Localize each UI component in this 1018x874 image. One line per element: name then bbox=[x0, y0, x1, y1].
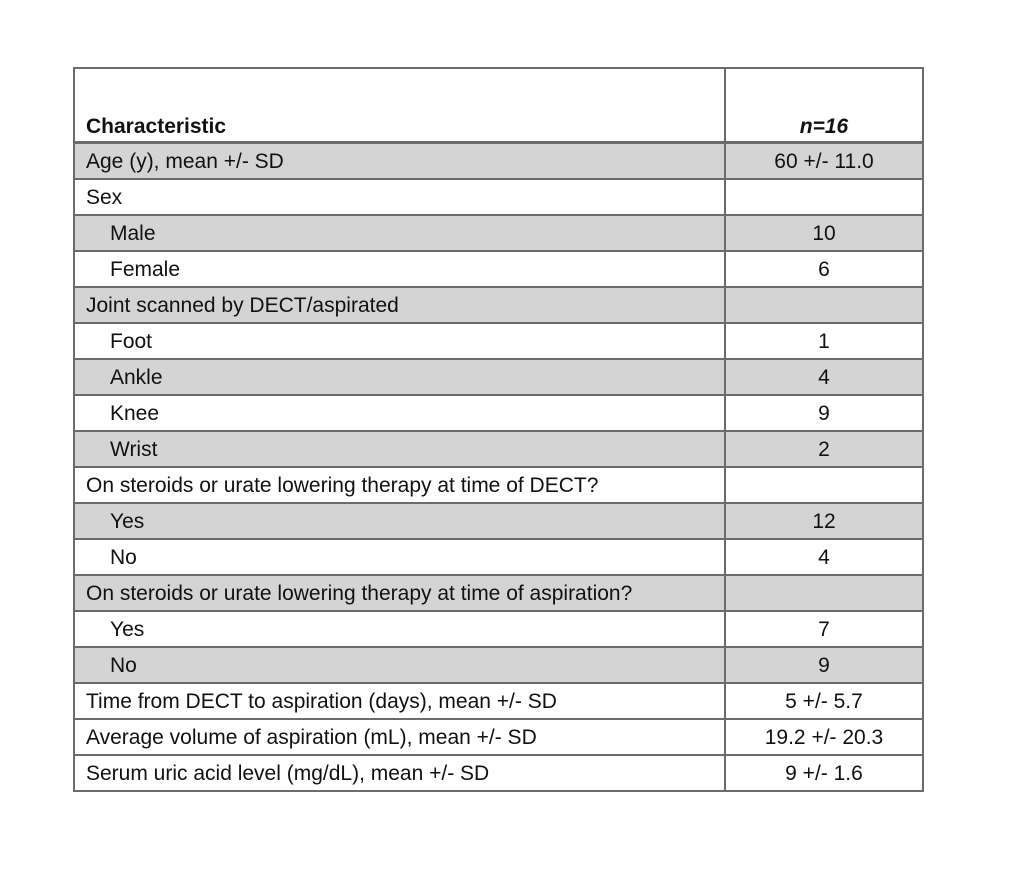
row-label: Joint scanned by DECT/aspirated bbox=[74, 287, 725, 323]
row-label: Wrist bbox=[74, 431, 725, 467]
table-row bbox=[74, 647, 923, 683]
row-value: 19.2 +/- 20.3 bbox=[725, 719, 923, 755]
row-value: 60 +/- 11.0 bbox=[725, 143, 923, 180]
table-row bbox=[74, 683, 923, 719]
row-label: On steroids or urate lowering therapy at time of DECT? bbox=[74, 467, 725, 503]
table-row bbox=[74, 431, 923, 467]
row-label: Foot bbox=[74, 323, 725, 359]
table-row bbox=[74, 539, 923, 575]
row-label: On steroids or urate lowering therapy at time of aspiration? bbox=[74, 575, 725, 611]
row-value bbox=[725, 575, 923, 611]
row-label: Knee bbox=[74, 395, 725, 431]
row-label: Ankle bbox=[74, 359, 725, 395]
characteristics-table bbox=[73, 67, 924, 792]
row-value: 5 +/- 5.7 bbox=[725, 683, 923, 719]
table-row bbox=[74, 359, 923, 395]
row-value bbox=[725, 287, 923, 323]
row-value: 6 bbox=[725, 251, 923, 287]
row-value: 10 bbox=[725, 215, 923, 251]
row-value bbox=[725, 179, 923, 215]
row-label: Female bbox=[74, 251, 725, 287]
table-row bbox=[74, 179, 923, 215]
table-row bbox=[74, 395, 923, 431]
row-label: No bbox=[74, 647, 725, 683]
row-value bbox=[725, 467, 923, 503]
row-label: Sex bbox=[74, 179, 725, 215]
header-characteristic: Characteristic bbox=[74, 68, 725, 143]
table-row bbox=[74, 575, 923, 611]
table-row bbox=[74, 215, 923, 251]
row-value: 1 bbox=[725, 323, 923, 359]
table-row bbox=[74, 143, 923, 180]
characteristics-table-container bbox=[73, 67, 922, 792]
table-row bbox=[74, 719, 923, 755]
row-label: Time from DECT to aspiration (days), mean +/- SD bbox=[74, 683, 725, 719]
row-label: Serum uric acid level (mg/dL), mean +/- SD bbox=[74, 755, 725, 791]
table-row bbox=[74, 251, 923, 287]
row-value: 9 bbox=[725, 395, 923, 431]
table-body bbox=[74, 143, 923, 792]
table-row bbox=[74, 467, 923, 503]
row-label: Average volume of aspiration (mL), mean +/- SD bbox=[74, 719, 725, 755]
row-label: Yes bbox=[74, 611, 725, 647]
row-value: 7 bbox=[725, 611, 923, 647]
row-value: 9 +/- 1.6 bbox=[725, 755, 923, 791]
header-n: n=16 bbox=[725, 68, 923, 143]
row-value: 4 bbox=[725, 359, 923, 395]
table-row bbox=[74, 503, 923, 539]
table-row bbox=[74, 287, 923, 323]
table-row bbox=[74, 755, 923, 791]
row-label: Age (y), mean +/- SD bbox=[74, 143, 725, 180]
row-value: 4 bbox=[725, 539, 923, 575]
row-value: 9 bbox=[725, 647, 923, 683]
table-row bbox=[74, 611, 923, 647]
row-value: 12 bbox=[725, 503, 923, 539]
row-label: Yes bbox=[74, 503, 725, 539]
table-row bbox=[74, 323, 923, 359]
row-label: No bbox=[74, 539, 725, 575]
header-row bbox=[74, 68, 923, 143]
row-label: Male bbox=[74, 215, 725, 251]
row-value: 2 bbox=[725, 431, 923, 467]
